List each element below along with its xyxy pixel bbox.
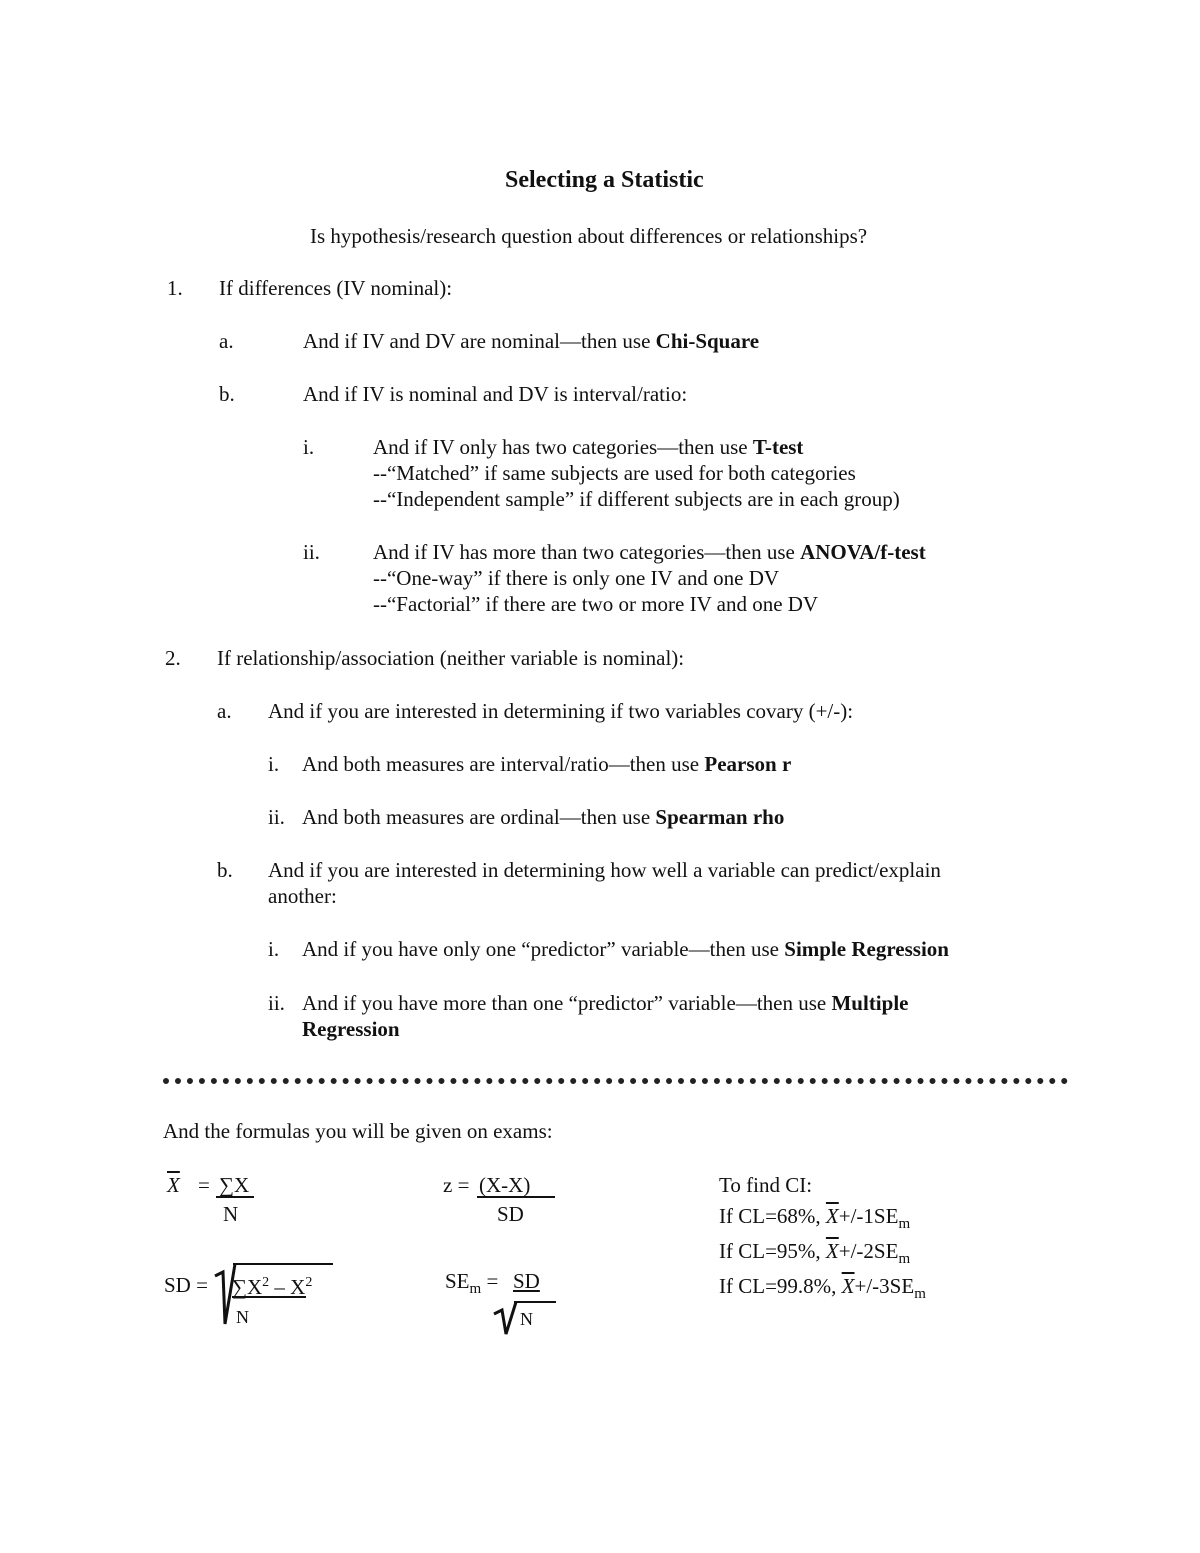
ci-95-range: +/-2SE: [838, 1239, 899, 1263]
ci-68-mean: $\overline{X}$: [825, 1204, 839, 1228]
item-1b-i-label: And if IV only has two categories—then use: [373, 435, 753, 459]
item-2a-i-label: And both measures are interval/ratio—then use: [302, 752, 705, 776]
ci-99-sub: m: [914, 1286, 926, 1303]
z-denominator: SD: [497, 1202, 524, 1226]
mean-denominator: N: [223, 1202, 239, 1226]
mean-symbol: $\overline{X}$: [167, 1173, 180, 1197]
sd-lhs: SD =: [164, 1273, 208, 1297]
sem-radical-bar: [514, 1301, 556, 1303]
dotted-divider: [163, 1078, 1068, 1084]
ci-heading: To find CI:: [719, 1173, 813, 1197]
item-1a-text: [303, 328, 759, 354]
section-2-number: 2.: [165, 646, 181, 670]
item-2a-i-roman: i.: [268, 752, 280, 776]
formulas-intro: And the formulas you will be given on exams:: [163, 1119, 553, 1143]
item-1b-letter: b.: [219, 382, 235, 406]
ci-95-mean: $\overline{X}$: [825, 1239, 839, 1263]
item-2a-ii-roman: ii.: [268, 805, 285, 829]
item-1b-text: And if IV is nominal and DV is interval/ratio:: [303, 382, 688, 406]
chi-square-term: Chi-Square: [655, 329, 760, 353]
sd-minus-mean: – X: [269, 1275, 306, 1299]
sem-equals: =: [481, 1269, 499, 1293]
item-2b-ii-label: And if you have more than one “predictor” variable—then use: [302, 991, 832, 1015]
sem-sub: m: [469, 1281, 482, 1298]
sd-denominator: N: [236, 1307, 249, 1327]
matched-note: --“Matched” if same subjects are used for both categories: [373, 461, 856, 485]
item-1b-ii-roman: ii.: [303, 540, 320, 564]
item-2a-ii-label: And both measures are ordinal—then use: [302, 805, 656, 829]
section-2-heading: If relationship/association (neither variable is nominal):: [217, 646, 685, 670]
sd-radical-bar: [233, 1263, 333, 1265]
item-2a-letter: a.: [217, 699, 232, 723]
section-1-heading: If differences (IV nominal):: [219, 276, 453, 300]
factorial-note: --“Factorial” if there are two or more IV and one DV: [373, 592, 819, 616]
anova-term: ANOVA/f-test: [800, 540, 926, 564]
item-1b-i-text: [373, 434, 803, 460]
mean-equals: =: [198, 1173, 210, 1197]
item-2b-ii-text: [302, 990, 908, 1016]
item-2b-text-cont: another:: [268, 884, 337, 908]
item-2b-i-text: [302, 936, 949, 962]
ci-99-range: +/-3SE: [854, 1274, 915, 1298]
ci-line-68: [719, 1203, 910, 1237]
page-title: Selecting a Statistic: [505, 167, 704, 193]
ci-68-range: +/-1SE: [838, 1204, 899, 1228]
sem-radical-sign: [492, 1300, 518, 1336]
ci-68-level: If CL=68%,: [719, 1204, 826, 1228]
sem-denominator: N: [520, 1309, 533, 1329]
spearman-term: Spearman rho: [655, 805, 785, 829]
z-fraction-bar: [477, 1196, 555, 1198]
item-1a-letter: a.: [219, 329, 234, 353]
pearson-term: Pearson r: [704, 752, 792, 776]
ci-99-level: If CL=99.8%,: [719, 1274, 842, 1298]
ci-95-level: If CL=95%,: [719, 1239, 826, 1263]
z-numerator: (X-X): [479, 1173, 531, 1197]
t-test-term: T-test: [752, 435, 804, 459]
ci-68-sub: m: [898, 1216, 911, 1233]
multiple-term: Multiple: [831, 991, 909, 1015]
section-1-number: 1.: [167, 276, 183, 300]
simple-regression-term: Simple Regression: [784, 937, 949, 961]
sd-fraction-bar: [232, 1296, 306, 1298]
guiding-question: Is hypothesis/research question about differences or relationships?: [310, 224, 868, 248]
item-2b-text: And if you are interested in determining how well a variable can predict/explain: [268, 858, 941, 882]
sd-exp-1: 2: [262, 1275, 270, 1290]
sem-se: SE: [445, 1269, 470, 1293]
ci-99-mean: $\overline{X}$: [841, 1274, 855, 1298]
one-way-note: --“One-way” if there is only one IV and one DV: [373, 566, 780, 590]
regression-term: Regression: [302, 1017, 400, 1041]
sem-numerator: SD: [513, 1269, 540, 1293]
item-2a-ii-text: [302, 804, 784, 830]
mean-fraction-bar: [216, 1196, 254, 1198]
item-2a-text: And if you are interested in determining if two variables covary (+/-):: [268, 699, 854, 723]
item-2b-ii-roman: ii.: [268, 991, 285, 1015]
independent-note: --“Independent sample” if different subjects are in each group): [373, 487, 900, 511]
sd-sum-x: ∑X: [232, 1275, 263, 1299]
sd-exp-2: 2: [305, 1275, 313, 1290]
item-2b-i-label: And if you have only one “predictor” variable—then use: [302, 937, 785, 961]
z-lhs: z =: [443, 1173, 470, 1197]
ci-95-sub: m: [898, 1251, 911, 1268]
ci-line-95: [719, 1238, 910, 1272]
regression-term-cont: [302, 1016, 400, 1042]
item-2b-i-roman: i.: [268, 937, 280, 961]
ci-line-99: [719, 1273, 926, 1307]
mean-numerator: ∑X: [219, 1173, 250, 1197]
item-2b-letter: b.: [217, 858, 233, 882]
item-1b-ii-text: [373, 539, 926, 565]
sem-lhs: [445, 1268, 498, 1302]
item-2a-i-text: [302, 751, 791, 777]
item-1b-ii-label: And if IV has more than two categories—then use: [373, 540, 801, 564]
item-1b-i-roman: i.: [303, 435, 315, 459]
item-1a-label: And if IV and DV are nominal—then use: [303, 329, 656, 353]
